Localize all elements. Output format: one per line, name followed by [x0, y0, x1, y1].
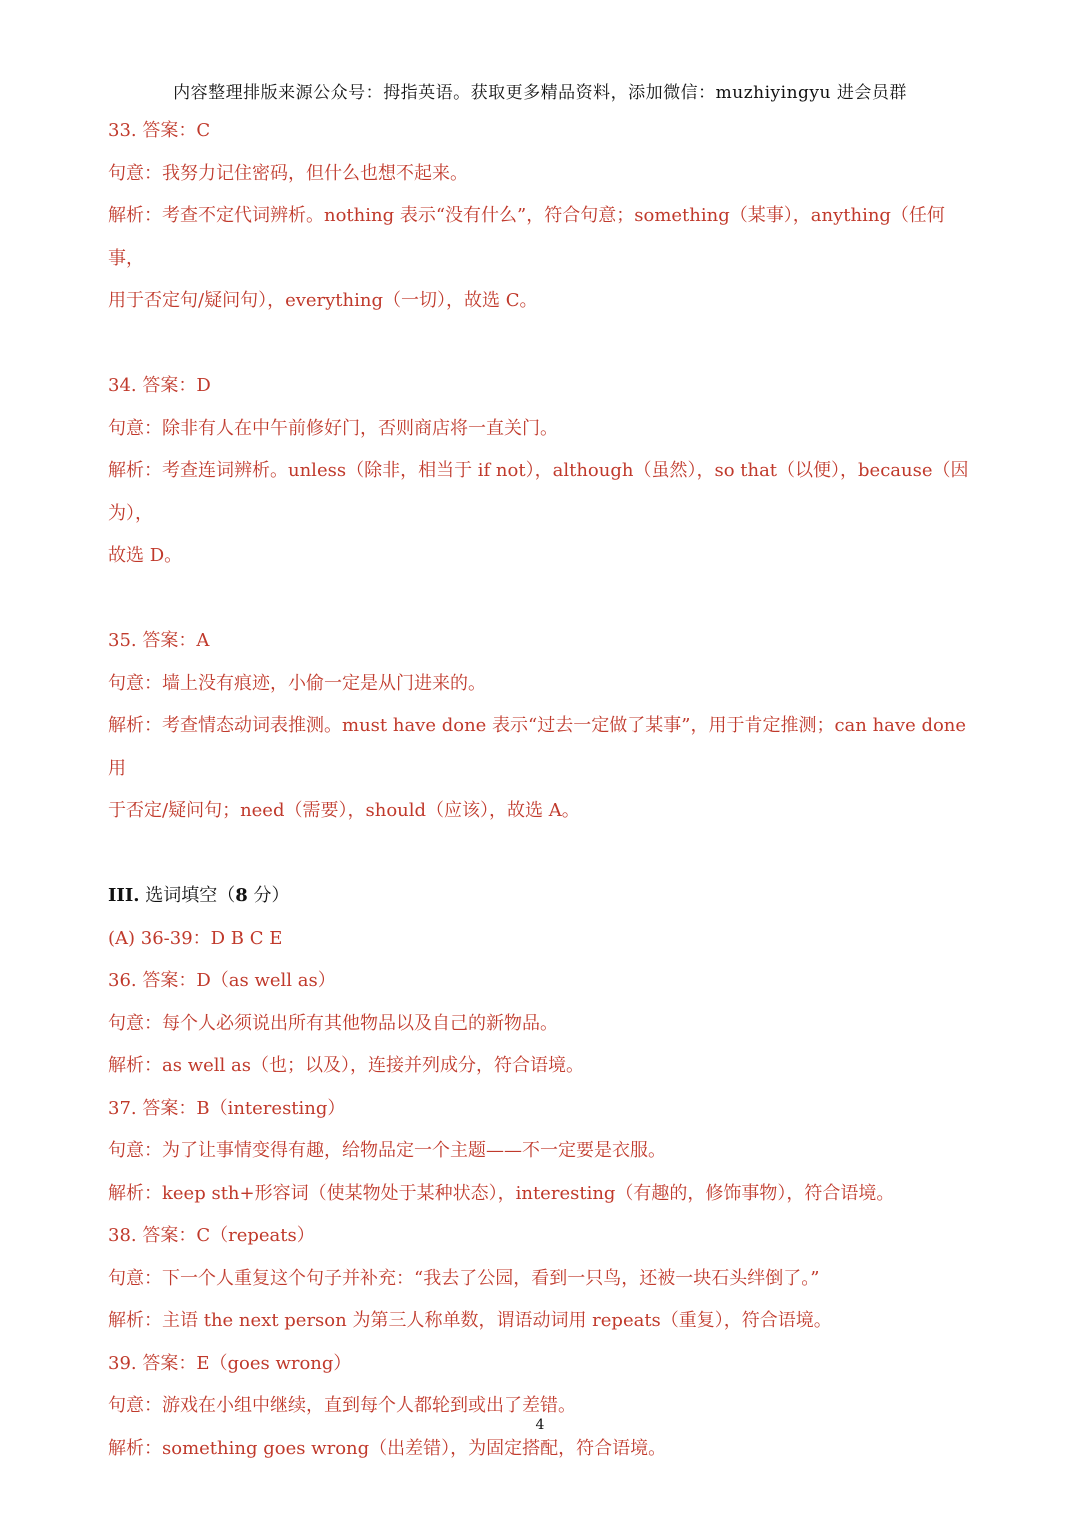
section-3-suffix: 分）: [247, 885, 290, 906]
q39-answer: 39. 答案：E（goes wrong）: [108, 1352, 352, 1374]
q36-answer: 36. 答案：D（as well as）: [108, 970, 336, 991]
q33-answer: 33. 答案：C: [108, 120, 211, 141]
q37-analysis: 解析：keep sth+形容词（使某物处于某种状态），interesting（有趣的，修饰事物），符合语境。: [108, 1182, 895, 1204]
q38-analysis: 解析：主语 the next person 为第三人称单数，谓语动词用 repeats（重复），符合语境。: [108, 1310, 832, 1331]
spacer: [108, 578, 978, 621]
q33-analysis-line-1: 解析：考查不定代词辨析。nothing 表示“没有什么”，符合句意；something（某事），anything（任何事，: [108, 205, 945, 269]
answer-content: [108, 110, 978, 1470]
q39-analysis: 解析：something goes wrong（出差错），为固定搭配，符合语境。: [108, 1437, 667, 1459]
q34-meaning: 句意：除非有人在中午前修好门，否则商店将一直关门。: [108, 417, 558, 439]
section-3-roman: III.: [108, 885, 140, 906]
q36-analysis: 解析：as well as（也；以及），连接并列成分，符合语境。: [108, 1055, 584, 1076]
q34-answer: 34. 答案：D: [108, 375, 211, 396]
q35-analysis-line-2: 于否定/疑问句；need（需要），should（应该），故选 A。: [108, 800, 580, 821]
spacer: [108, 833, 978, 876]
q38-meaning: 句意：下一个人重复这个句子并补充：“我去了公园，看到一只鸟，还被一块石头绊倒了。”: [108, 1267, 820, 1289]
q35-meaning: 句意：墙上没有痕迹，小偷一定是从门进来的。: [108, 672, 486, 694]
page-number: 4: [535, 1417, 545, 1433]
spacer: [108, 323, 978, 366]
q35-answer: 35. 答案：A: [108, 630, 210, 651]
section-3-title-text: 选词填空（: [139, 885, 236, 906]
section-3-score: 8: [235, 885, 248, 906]
q33-meaning: 句意：我努力记住密码，但什么也想不起来。: [108, 162, 468, 184]
section-3-title: [108, 875, 978, 918]
page-header: 内容整理排版来源公众号：拇指英语。获取更多精品资料，添加微信：muzhiyingyu 进会员群: [173, 83, 907, 103]
q34-analysis-line-2: 故选 D。: [108, 545, 183, 566]
q37-meaning: 句意：为了让事情变得有趣，给物品定一个主题——不一定要是衣服。: [108, 1140, 666, 1161]
section-3-part-a-answers: (A) 36-39：D B C E: [108, 927, 283, 949]
q38-answer: 38. 答案：C（repeats）: [108, 1225, 315, 1246]
q37-answer: 37. 答案：B（interesting）: [108, 1097, 346, 1119]
q35-analysis-line-1: 解析：考查情态动词表推测。must have done 表示“过去一定做了某事”，用于肯定推测；can have done 用: [108, 715, 967, 779]
q36-meaning: 句意：每个人必须说出所有其他物品以及自己的新物品。: [108, 1012, 558, 1034]
q34-analysis-line-1: 解析：考查连词辨析。unless（除非，相当于 if not），although（虽然），so that（以便），because（因为），: [108, 460, 969, 524]
q39-meaning: 句意：游戏在小组中继续，直到每个人都轮到或出了差错。: [108, 1395, 576, 1416]
q33-analysis-line-2: 用于否定句/疑问句），everything（一切），故选 C。: [108, 290, 538, 311]
